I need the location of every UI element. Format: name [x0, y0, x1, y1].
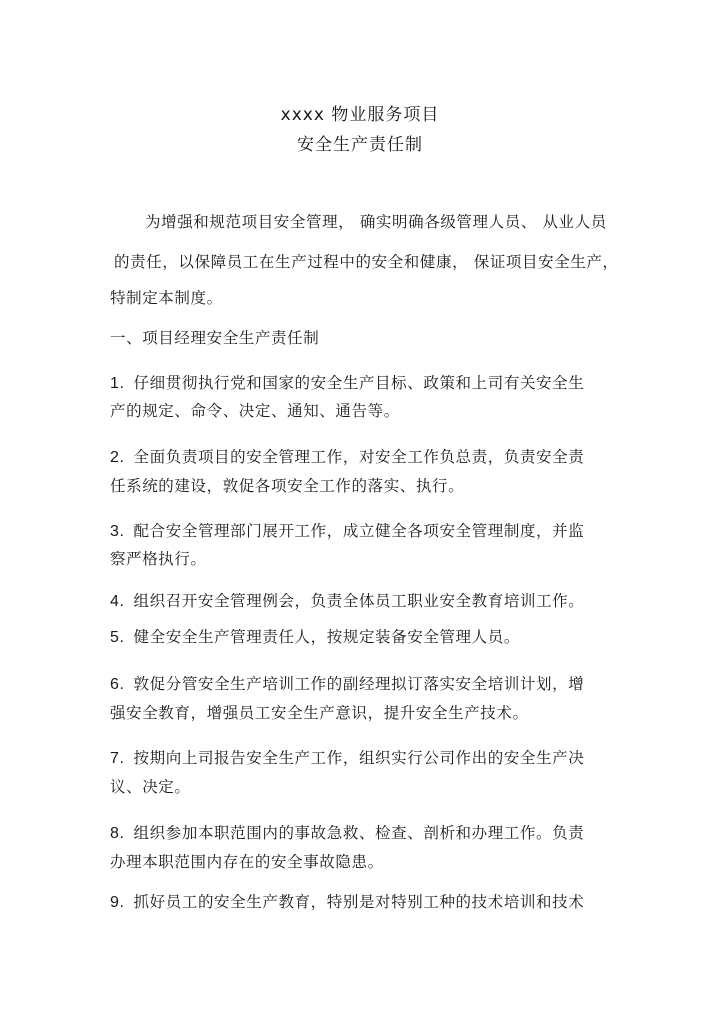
item-number: 9.: [110, 894, 125, 911]
list-item-7-line-1: [110, 748, 584, 769]
item-text: 抓好员工的安全生产教育，特别是对特别工种的技术培训和技术: [133, 893, 585, 911]
list-item-2-line-1: [110, 447, 584, 468]
item-text: 健全安全生产管理责任人，按规定装备安全管理人员。: [133, 628, 520, 646]
list-item-3-line-1: [110, 521, 584, 542]
item-text: 按期向上司报告安全生产工作，组织实行公司作出的安全生产决: [133, 749, 585, 767]
item-text: 全面负责项目的安全管理工作，对安全工作负总责，负责安全责: [133, 448, 585, 466]
list-item-3-line-2: 察严格执行。: [110, 550, 207, 568]
item-number: 5.: [110, 629, 125, 646]
list-item-4-line-1: [110, 591, 584, 612]
item-number: 3.: [110, 523, 125, 540]
item-number: 7.: [110, 750, 125, 767]
intro-line-2: 的责任，以保障员工在生产过程中的安全和健康， 保证项目安全生产，: [114, 253, 619, 271]
list-item-9-line-1: [110, 892, 584, 913]
item-text: 组织参加本职范围内的事故急救、检查、剖析和办理工作。负责: [133, 824, 585, 842]
item-text: 组织召开安全管理例会，负责全体员工职业安全教育培训工作。: [133, 592, 585, 610]
list-item-8-line-2: 办理本职范围内存在的安全事故隐患。: [110, 853, 384, 871]
item-number: 6.: [110, 676, 125, 693]
item-text: 仔细贯彻执行党和国家的安全生产目标、政策和上司有关安全生: [133, 374, 585, 392]
item-number: 2.: [110, 449, 125, 466]
item-text: 敦促分管安全生产培训工作的副经理拟订落实安全培训计划，增: [133, 675, 585, 693]
document-title-line1: xxxx 物业服务项目: [280, 105, 440, 125]
section-heading: 一、项目经理安全生产责任制: [110, 329, 320, 347]
item-text: 配合安全管理部门展开工作，成立健全各项安全管理制度，并监: [133, 522, 585, 540]
list-item-6-line-2: 强安全教育，增强员工安全生产意识，提升安全生产技术。: [110, 704, 529, 722]
list-item-7-line-2: 议、决定。: [110, 778, 191, 796]
item-number: 8.: [110, 825, 125, 842]
list-item-2-line-2: 任系统的建设，敦促各项安全工作的落实、执行。: [110, 477, 465, 495]
document-title-line2: 安全生产责任制: [297, 135, 423, 155]
list-item-6-line-1: [110, 674, 584, 695]
intro-line-1: 为增强和规范项目安全管理， 确实明确各级管理人员、 从业人员: [145, 213, 607, 231]
list-item-1-line-2: 产的规定、命令、决定、通知、通告等。: [110, 402, 400, 420]
item-number: 4.: [110, 593, 125, 610]
intro-line-3: 特制定本制度。: [110, 289, 223, 307]
list-item-8-line-1: [110, 823, 584, 844]
list-item-5-line-1: [110, 627, 520, 648]
item-number: 1.: [110, 375, 125, 392]
list-item-1-line-1: [110, 373, 584, 394]
